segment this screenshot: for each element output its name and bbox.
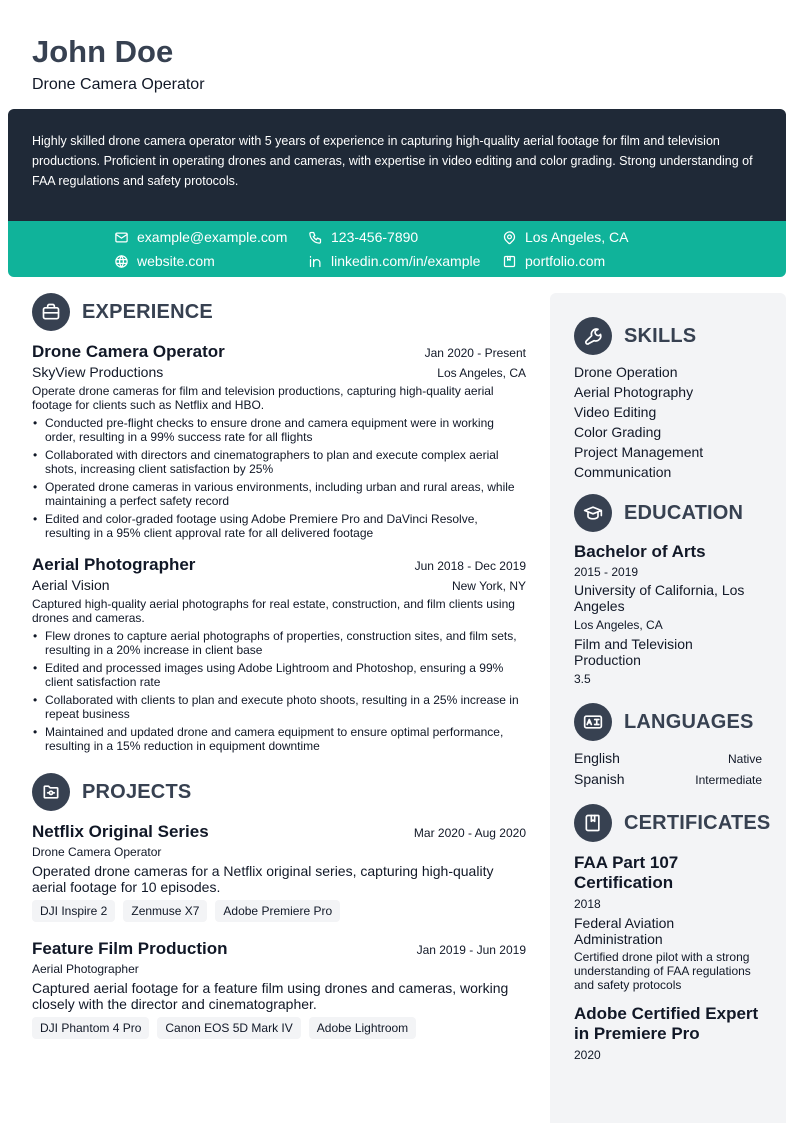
contact-phone[interactable] bbox=[308, 227, 418, 247]
contact-linkedin[interactable] bbox=[308, 251, 480, 271]
tag: Adobe Lightroom bbox=[309, 1017, 416, 1039]
job-description: Captured high-quality aerial photographs for real estate, construction, and film clients using drones and cameras. bbox=[32, 597, 515, 625]
tag: Adobe Premiere Pro bbox=[215, 900, 340, 922]
location-text: Los Angeles, CA bbox=[525, 229, 629, 245]
phone-text: 123-456-7890 bbox=[331, 229, 419, 245]
project-entry bbox=[32, 821, 526, 922]
list-item: • Maintained and updated drone and camera equipment to ensure optimal performance, resulting in a 15% reduction in equipment downtime bbox=[32, 725, 526, 753]
certificate-year: 2018 bbox=[574, 897, 601, 911]
job-bullets bbox=[32, 416, 526, 540]
project-tags bbox=[32, 900, 526, 922]
experience-entry bbox=[32, 341, 526, 540]
language-row bbox=[574, 748, 762, 769]
website-text: website.com bbox=[137, 253, 215, 269]
briefcase-icon bbox=[32, 293, 70, 331]
tag: Zenmuse X7 bbox=[123, 900, 207, 922]
resume-header bbox=[32, 34, 205, 95]
certificate-title: FAA Part 107 Certification bbox=[574, 853, 679, 892]
mail-icon bbox=[114, 230, 129, 245]
project-entry bbox=[32, 938, 526, 1039]
certificate-description: Certified drone pilot with a strong understanding of FAA regulations and safety protocols bbox=[574, 950, 751, 992]
job-date: Jun 2018 - Dec 2019 bbox=[414, 559, 526, 573]
certificate-book-icon bbox=[574, 804, 612, 842]
summary-text: Highly skilled drone camera operator with 5 years of experience in capturing high-quality aerial footage for film and television productions. Proficient in operating drones and cameras, with expertise in video editing and color grading. Strong understanding of FAA regulations and safety protocols. bbox=[32, 134, 753, 188]
experience-heading bbox=[32, 293, 526, 331]
languages-title: LANGUAGES bbox=[624, 710, 754, 733]
education-years: 2015 - 2019 bbox=[574, 565, 639, 579]
skill-item: Aerial Photography bbox=[574, 384, 694, 400]
candidate-title: Drone Camera Operator bbox=[32, 76, 205, 93]
folder-icon bbox=[32, 773, 70, 811]
tag: Canon EOS 5D Mark IV bbox=[157, 1017, 300, 1039]
school-name: University of California, Los Angeles bbox=[574, 582, 745, 614]
certificate-entry bbox=[574, 1004, 762, 1063]
map-pin-icon bbox=[502, 230, 517, 245]
list-item: • Conducted pre-flight checks to ensure drone and camera equipment were in working order, resulting in a 99% success rate for all flights bbox=[32, 416, 526, 444]
skills-title: SKILLS bbox=[624, 324, 697, 347]
project-title: Netflix Original Series bbox=[32, 822, 209, 841]
main-column bbox=[32, 293, 526, 1039]
language-name: Spanish bbox=[574, 771, 625, 787]
list-item: • Collaborated with directors and cinematographers to plan and execute complex aerial shots, increasing client satisfaction by 25% bbox=[32, 448, 526, 476]
projects-title: PROJECTS bbox=[82, 780, 192, 803]
language-name: English bbox=[574, 750, 620, 766]
contact-bar bbox=[8, 221, 786, 277]
email-text: example@example.com bbox=[137, 229, 288, 245]
languages-list bbox=[574, 748, 762, 790]
contact-location bbox=[502, 227, 629, 247]
languages-heading bbox=[574, 703, 762, 741]
skill-item: Color Grading bbox=[574, 424, 662, 440]
sidebar-column bbox=[550, 293, 786, 1123]
job-title: Drone Camera Operator bbox=[32, 342, 225, 361]
language-icon bbox=[574, 703, 612, 741]
project-description: Operated drone cameras for a Netflix original series, capturing high-quality aerial footage for 10 episodes. bbox=[32, 863, 494, 895]
job-company: Aerial Vision bbox=[32, 577, 110, 593]
portfolio-icon bbox=[502, 254, 517, 269]
projects-heading bbox=[32, 773, 526, 811]
certificate-entry bbox=[574, 853, 762, 992]
language-level: Native bbox=[727, 752, 762, 766]
phone-icon bbox=[308, 230, 323, 245]
contact-website[interactable] bbox=[114, 251, 215, 271]
list-item: • Flew drones to capture aerial photographs of properties, construction sites, and film sets, resulting in a 20% increase in client base bbox=[32, 629, 526, 657]
job-date: Jan 2020 - Present bbox=[424, 346, 526, 360]
certificates-title: CERTIFICATES bbox=[624, 811, 771, 834]
contact-email[interactable] bbox=[114, 227, 287, 247]
list-item: • Collaborated with clients to plan and execute photo shoots, resulting in a 25% increase in repeat business bbox=[32, 693, 526, 721]
job-location: New York, NY bbox=[451, 579, 526, 593]
skills-heading bbox=[574, 317, 762, 355]
list-item: • Operated drone cameras in various environments, including urban and rural areas, while maintaining a perfect safety record bbox=[32, 480, 526, 508]
project-role: Drone Camera Operator bbox=[32, 845, 162, 859]
school-location: Los Angeles, CA bbox=[574, 618, 663, 632]
job-company: SkyView Productions bbox=[32, 364, 164, 380]
language-row bbox=[574, 769, 762, 790]
experience-title: EXPERIENCE bbox=[82, 300, 213, 323]
experience-entry bbox=[32, 554, 526, 753]
skills-list bbox=[574, 362, 762, 482]
graduation-cap-icon bbox=[574, 494, 612, 532]
skill-item: Project Management bbox=[574, 444, 704, 460]
education-title: EDUCATION bbox=[624, 501, 744, 524]
linkedin-icon bbox=[308, 254, 323, 269]
certificate-issuer: Federal Aviation Administration bbox=[574, 915, 675, 947]
tag: DJI Phantom 4 Pro bbox=[32, 1017, 149, 1039]
skill-item: Drone Operation bbox=[574, 364, 678, 380]
job-title: Aerial Photographer bbox=[32, 555, 196, 574]
list-item: • Edited and processed images using Adobe Lightroom and Photoshop, ensuring a 99% client satisfaction rate bbox=[32, 661, 526, 689]
certificates-heading bbox=[574, 804, 771, 842]
contact-portfolio[interactable] bbox=[502, 251, 605, 271]
tag: DJI Inspire 2 bbox=[32, 900, 115, 922]
language-level: Intermediate bbox=[695, 773, 762, 787]
project-description: Captured aerial footage for a feature film using drones and cameras, working closely with the director and cinematographer. bbox=[32, 980, 509, 1012]
field-of-study: Film and Television Production bbox=[574, 636, 693, 668]
job-bullets bbox=[32, 629, 526, 753]
summary-panel bbox=[8, 109, 786, 221]
project-title: Feature Film Production bbox=[32, 939, 228, 958]
candidate-name: John Doe bbox=[32, 34, 174, 69]
job-location: Los Angeles, CA bbox=[437, 366, 526, 380]
certificate-title: Adobe Certified Expert in Premiere Pro bbox=[574, 1004, 759, 1043]
project-tags bbox=[32, 1017, 526, 1039]
wrench-icon bbox=[574, 317, 612, 355]
gpa: 3.5 bbox=[574, 672, 591, 686]
list-item: • Edited and color-graded footage using Adobe Premiere Pro and DaVinci Resolve, resulting in a 95% client approval rate for all delivered footage bbox=[32, 512, 526, 540]
skill-item: Video Editing bbox=[574, 404, 657, 420]
globe-icon bbox=[114, 254, 129, 269]
skill-item: Communication bbox=[574, 464, 672, 480]
education-heading bbox=[574, 494, 762, 532]
job-description: Operate drone cameras for film and television productions, capturing high-quality aerial footage for clients such as Netflix and HBO. bbox=[32, 384, 494, 412]
portfolio-text: portfolio.com bbox=[525, 253, 606, 269]
certificate-year: 2020 bbox=[574, 1048, 601, 1062]
linkedin-text: linkedin.com/in/example bbox=[331, 253, 481, 269]
project-date: Mar 2020 - Aug 2020 bbox=[413, 826, 526, 840]
project-date: Jan 2019 - Jun 2019 bbox=[416, 943, 526, 957]
degree: Bachelor of Arts bbox=[574, 542, 706, 561]
education-entry bbox=[574, 542, 762, 687]
project-role: Aerial Photographer bbox=[32, 962, 139, 976]
